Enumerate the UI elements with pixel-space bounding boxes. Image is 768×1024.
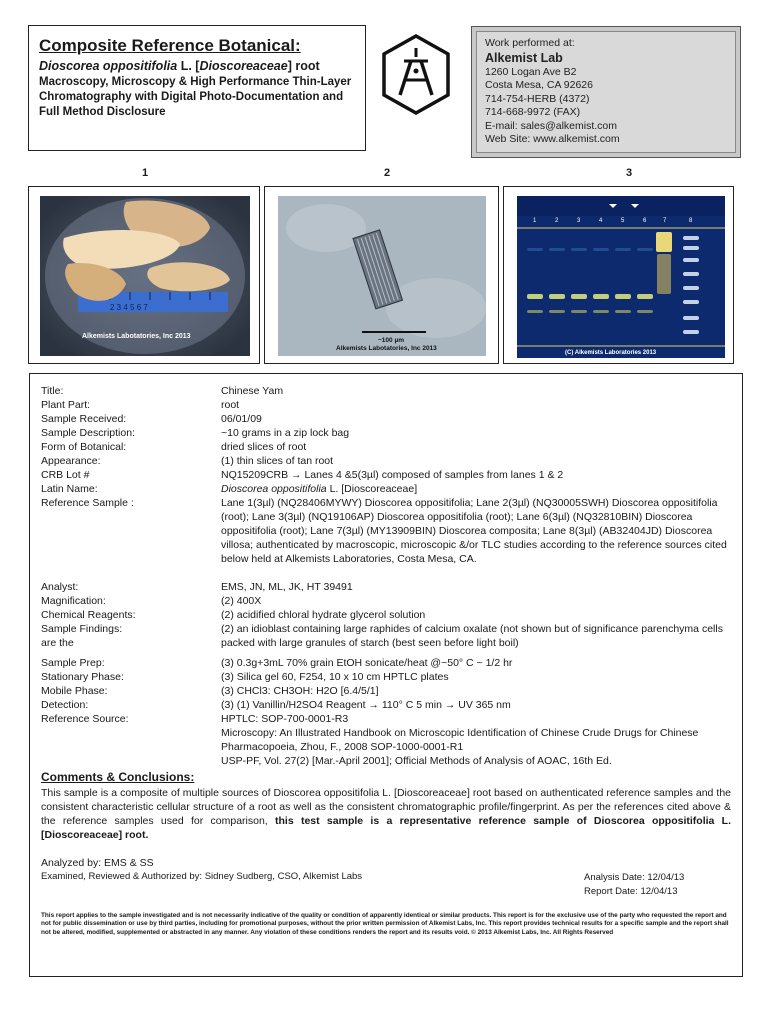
tlc-band: [549, 248, 565, 251]
tlc-band: [527, 248, 543, 251]
hptlc-plate: [505, 188, 734, 364]
microscopy-photo-frame: [264, 186, 499, 364]
lane-label: 7: [663, 218, 667, 224]
tlc-band: [637, 248, 653, 251]
hptlc-caption: (C) Alkemists Laboratories 2013: [565, 350, 657, 356]
tlc-band: [527, 310, 543, 313]
tlc-band: [615, 310, 631, 313]
photo-number-3: 3: [626, 167, 633, 179]
tlc-band: [656, 232, 672, 252]
report-dates: [584, 871, 684, 899]
photo-number-1: 1: [142, 167, 149, 179]
photo-number-2: 2: [384, 167, 391, 179]
examined-by: Examined, Reviewed & Authorized by: Sidney Sudberg, CSO, Alkemist Labs: [41, 871, 363, 882]
analyzed-by: Analyzed by: EMS & SS: [41, 857, 154, 869]
lane-label: 4: [599, 218, 603, 224]
lab-name: Alkemist Lab: [485, 50, 563, 65]
macroscopy-photo: [30, 188, 260, 364]
tlc-band: [593, 310, 609, 313]
lane-label: 1: [533, 218, 537, 224]
tlc-band: [683, 300, 699, 304]
lab-info-box: [471, 26, 741, 158]
tlc-band: [637, 294, 653, 299]
tlc-band: [683, 316, 699, 320]
tlc-band: [683, 258, 699, 262]
flask-hexagon-icon: [380, 33, 452, 117]
tlc-band: [593, 248, 609, 251]
methods-line: Macroscopy, Microscopy & High Performance Thin-Layer Chromatography with Digital Photo-Documentation and Full Method Disclosure: [39, 76, 352, 118]
lab-fax: 714-668-9972 (FAX): [485, 106, 581, 118]
tlc-band: [683, 330, 699, 334]
legal-disclaimer: This report applies to the sample investigated and is not necessarily indicative of the quality or condition of apparently identical or similar products. This report is for the exclusive use of the party who requested the report and not for public dissemination or use by third parties, including for promotional purposes, without the prior written permission of Alkemist Labs, Inc. This report provides technical results for a specific sample and the report shall not be altered, modified, supplemented or abstracted in any manner. Any violation of these conditions renders the report and its results void. © 2013 Alkemist Labs, Inc. All Rights Reserved: [41, 912, 729, 936]
lane-label: 2: [555, 218, 559, 224]
report-title: Composite Reference Botanical:: [39, 36, 301, 55]
microscopy-photo: [266, 188, 499, 364]
macroscopy-caption: Alkemists Labotatories, Inc 2013: [82, 333, 191, 340]
lab-intro: Work performed at:: [485, 37, 575, 49]
report-date: Report Date: 12/04/13: [584, 886, 678, 897]
tlc-band: [637, 310, 653, 313]
lab-phone: 714-754-HERB (4372): [485, 92, 590, 105]
tlc-band: [683, 236, 699, 240]
tlc-band: [571, 248, 587, 251]
tlc-band: [683, 286, 699, 290]
macroscopy-photo-frame: [28, 186, 260, 364]
lane-label: 5: [621, 218, 625, 224]
comments-text: This sample is a composite of multiple sources of Dioscorea oppositifolia L. [Dioscoreaceae] root based on authenticated reference samples and the consistent characteristic cellular structure of a root as well as the consistent chromatographic profile/fingerprint. As per the references cited above & the reference samples used for comparison, this test sample is a representative reference sample of Dioscorea oppositifolia L. [Dioscoreaceae] root.: [41, 787, 731, 841]
tlc-band: [657, 254, 671, 294]
tlc-band: [527, 294, 543, 299]
tlc-band: [683, 272, 699, 276]
analysis-date: Analysis Date: 12/04/13: [584, 872, 685, 883]
lab-address-2: Costa Mesa, CA 92626: [485, 79, 593, 91]
tlc-band: [615, 248, 631, 251]
tlc-band: [571, 310, 587, 313]
lab-address-1: 1260 Logan Ave B2: [485, 65, 577, 78]
lab-website: Web Site: www.alkemist.com: [485, 133, 620, 145]
tlc-band: [571, 294, 587, 299]
tlc-band: [549, 310, 565, 313]
comments-heading: Comments & Conclusions:: [41, 770, 195, 784]
lane-label: 8: [689, 218, 693, 224]
lab-email: E-mail: sales@alkemist.com: [485, 119, 618, 132]
tlc-band: [683, 246, 699, 250]
microscopy-scale: ~100 µm: [378, 337, 404, 344]
lane-label: 6: [643, 218, 647, 224]
tlc-band: [549, 294, 565, 299]
tlc-band: [615, 294, 631, 299]
report-title-box: [28, 25, 366, 151]
lane-label: 3: [577, 218, 581, 224]
report-body: Title: Chinese Yam Plant Part: root Sample Received: 06/01/09 Sample Description: ~10 grams in a zip lock bag Form of Botanical: dried slices of root Appearance: (1) thin slices of tan root CRB Lot # NQ15209CRB → Lanes 4 &5(3µl) composed of samples from lanes 1 & 2 Latin Name: Dioscorea oppositifolia L. [Dioscoreaceae] Reference Sample : Lane 1(3µl) (NQ28406MYWY) Dioscorea oppositifolia; Lane 2(3µl) (NQ30005SWH) Dioscorea oppositifolia (root); Lane 3(3µl) (NQ19106AP) Dioscorea oppositifolia (root); Lane 6(3µl) (NQ32810BIN) Dioscorea oppositifolia (root); Lane 7(3µl) (MY13909BIN) Dioscorea composita; Lane 8(3µl) (AB32404JD) Dioscorea villosa; authenticated by macroscopic, microscopic &/or TLC studies according to the reference sources cited below held at Alkemists Laboratories, Costa Mesa, CA. Analyst: EMS, JN, ML, JK, HT 39491 Magnification: (2) 400X Chemical Reagents: (2) acidified chloral hydrate glycerol solution Sample Findings: are the (2) an idioblast containing large raphides of calcium oxalate (not shown but of significance parenchyma cells packed with large granules of starch (best seen before light boil) Sample Prep: (3) 0.3g+3mL 70% grain EtOH sonicate/heat @~50° C ~ 1/2 hr Stationary Phase: (3) Silica gel 60, F254, 10 x 10 cm HPTLC plates Mobile Phase: (3) CHCl3: CH3OH: H2O [6.4/5/1] Detection: (3) (1) Vanillin/H2SO4 Reagent → 110° C 5 min → UV 365 nm Reference Source: HPTLC: SOP-700-0001-R3 Microscopy: An Illustrated Handbook on Microscopic Identification of Chinese Crude Drugs for Chinese Pharmacopoeia, Zhou, F., 2008 SOP-1000-0001-R1 USP-PF, Vol. 27(2) [Mar.-April 2001]; Official Methods of Analysis of AOAC, 16th Ed. Comments & Conclusions: This sample is a composite of multiple sources of Dioscorea oppositifolia L. [Dioscoreaceae] root based on authenticated reference samples and the consistent characteristic cellular structure of a root as well as the consistent chromatographic profile/fingerprint. As per the references cited above & the reference samples used for comparison, this test sample is a representative reference sample of Dioscorea oppositifolia L. [Dioscoreaceae] root. Analyzed by: EMS & SS Examined, Reviewed & Authorized by: Sidney Sudberg, CSO, Alkemist Labs Analysis Date: 12/04/13 Report Date: 12/04/13 This report applies to the sample investigated and is not necessarily indicative of the quality or condition of apparently identical or similar products. This report is for the exclusive use of the party who requested the report and not for public dissemination or use by third parties, including for promotional purposes, without the prior written permission of Alkemist Labs, Inc. This report provides technical results for a specific sample and the report shall not be altered, modified, supplemented or abstracted in any manner. Any violation of these conditions renders the report and its results void. © 2013 Alkemist Labs, Inc. All Rights Reserved: [29, 373, 743, 977]
ruler-scale: 2 3 4 5 6 7: [110, 303, 148, 312]
hptlc-photo-frame: [503, 186, 734, 364]
species-line: Dioscorea oppositifolia L. [Dioscoreaceae] root: [39, 59, 320, 73]
microscopy-caption: Alkemists Labotatories, Inc 2013: [336, 345, 437, 352]
tlc-band: [593, 294, 609, 299]
